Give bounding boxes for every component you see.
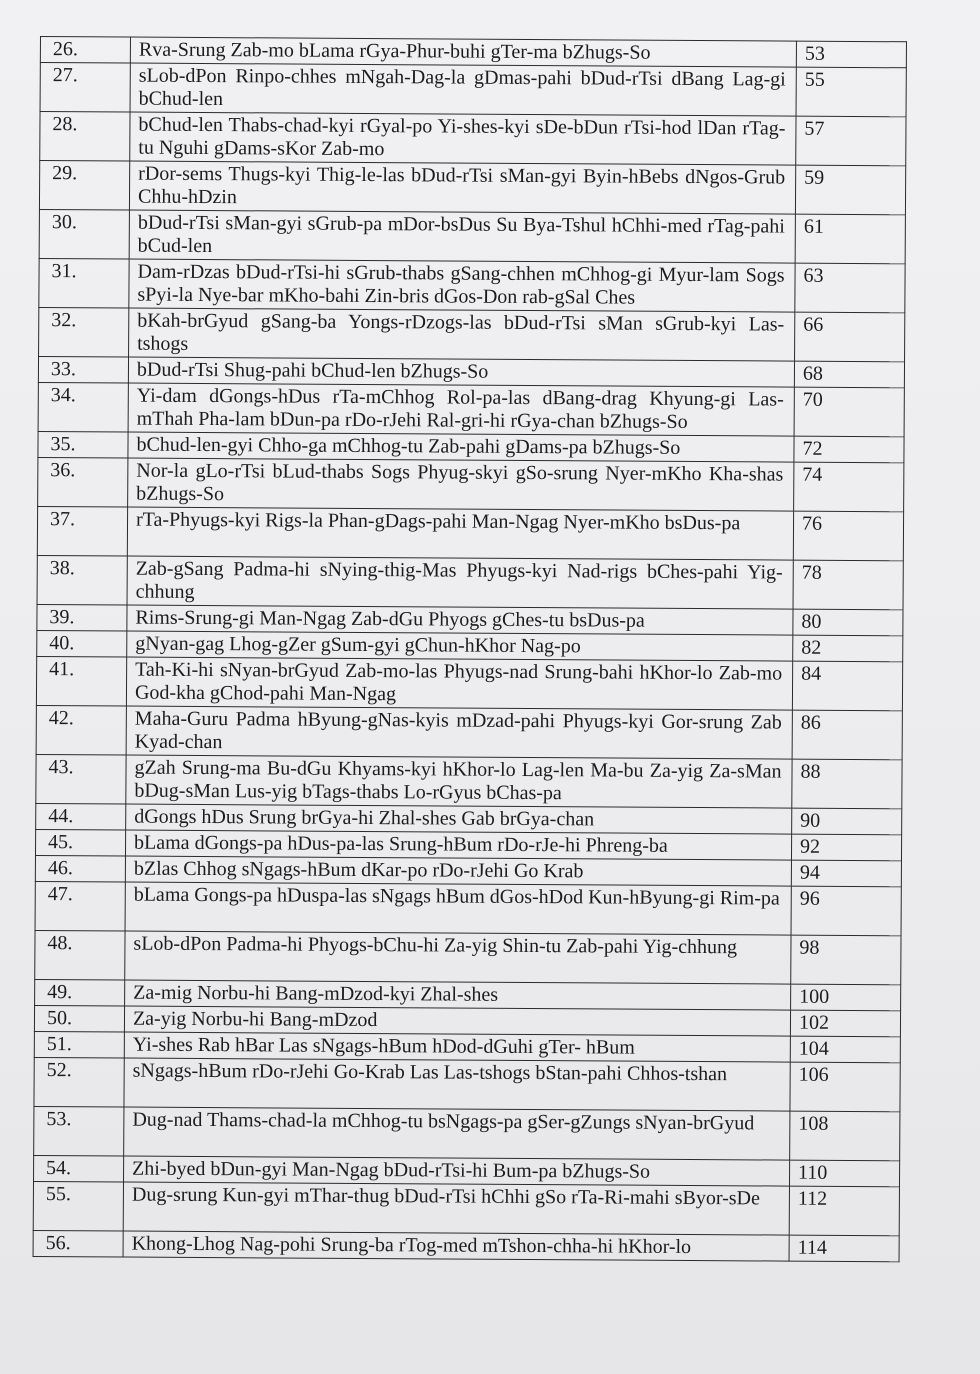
table-row <box>38 382 904 436</box>
entry-title: Nor-la gLo-rTsi bLud-thabs Sogs Phyug-skyi gSo-srung Nyer-mKho Kha-shas bZhugs-So <box>128 458 794 511</box>
entry-number: 45. <box>35 829 125 856</box>
entry-number: 41. <box>36 656 126 706</box>
entry-number: 32. <box>39 307 129 357</box>
entry-title: bZlas Chhog sNgags-hBum dKar-po rDo-rJehi Go Krab <box>125 856 791 886</box>
entry-number: 36. <box>38 457 128 507</box>
entry-page: 68 <box>794 361 904 388</box>
entry-title: sNgags-hBum rDo-rJehi Go-Krab Las Las-tshogs bStan-pahi Chhos-tshan <box>124 1058 790 1111</box>
entry-page: 98 <box>791 935 901 985</box>
table-row <box>39 161 905 215</box>
entry-title: Dug-srung Kun-gyi mThar-thug bDud-rTsi hChhi gSo rTa-Ri-mahi sByor-sDe <box>123 1182 789 1235</box>
entry-page: 102 <box>790 1010 900 1037</box>
entry-number: 26. <box>40 37 130 64</box>
entry-page: 90 <box>792 808 902 835</box>
entry-number: 44. <box>36 803 126 830</box>
entry-title: Yi-shes Rab hBar Las sNgags-hBum hDod-dGuhi gTer- hBum <box>124 1032 790 1062</box>
entry-title: gZah Srung-ma Bu-dGu Khyams-kyi hKhor-lo Lag-len Ma-bu Za-yig Za-sMan bDug-sMan Lus-yig bTags-thabs Lo-rGyus bChas-pa <box>126 755 792 808</box>
entry-page: 63 <box>795 263 905 313</box>
table-row <box>40 112 906 166</box>
entry-number: 43. <box>36 754 126 804</box>
entry-page: 61 <box>795 214 905 264</box>
entry-title: Khong-Lhog Nag-pohi Srung-ba rTog-med mTshon-chha-hi hKhor-lo <box>123 1231 789 1261</box>
entry-number: 37. <box>37 506 127 556</box>
entry-title: bKah-brGyud gSang-ba Yongs-rDzogs-las bDud-rTsi sMan sGrub-kyi Las-tshogs <box>129 308 795 361</box>
table-row <box>34 1106 900 1160</box>
table-row <box>37 555 903 609</box>
entry-page: 74 <box>794 462 904 512</box>
entry-title: bLama dGongs-pa hDus-pa-las Srung-hBum rDo-rJe-hi Phreng-ba <box>125 830 791 860</box>
entry-page: 72 <box>794 436 904 463</box>
entry-number: 49. <box>35 979 125 1006</box>
entry-title: Rva-Srung Zab-mo bLama rGya-Phur-buhi gTer-ma bZhugs-So <box>130 37 796 67</box>
entry-title: Dug-nad Thams-chad-la mChhog-tu bsNgags-pa gSer-gZungs sNyan-brGyud <box>124 1107 790 1160</box>
entry-title: Yi-dam dGongs-hDus rTa-mChhog Rol-pa-las dBang-drag Khyung-gi Las-mThah Pha-lam bDun-pa rDo-rJehi Ral-gri-hi rGya-chan bZhugs-So <box>128 383 794 436</box>
table-row <box>36 656 902 710</box>
entry-number: 50. <box>34 1005 124 1032</box>
entry-number: 40. <box>37 630 127 657</box>
entry-number: 46. <box>35 855 125 882</box>
table-row <box>33 1181 899 1235</box>
entry-page: 80 <box>793 609 903 636</box>
entry-number: 42. <box>36 705 126 755</box>
table-of-contents <box>33 36 906 1262</box>
entry-title: Tah-Ki-hi sNyan-brGyud Zab-mo-las Phyugs-nad Srung-bahi hKhor-lo Zab-mo God-kha gChod-pahi Man-Ngag <box>126 657 792 710</box>
table-row <box>33 1230 899 1261</box>
entry-page: 76 <box>793 511 903 561</box>
entry-page: 66 <box>795 312 905 362</box>
entry-page: 82 <box>793 635 903 662</box>
entry-page: 112 <box>789 1186 899 1236</box>
entry-page: 84 <box>792 661 902 711</box>
table-row <box>36 705 902 759</box>
entry-page: 78 <box>793 560 903 610</box>
table-row <box>35 881 901 935</box>
table-row <box>35 930 901 984</box>
entry-number: 55. <box>33 1181 123 1231</box>
entry-number: 35. <box>38 431 128 458</box>
entry-page: 104 <box>790 1036 900 1063</box>
entry-title: Maha-Guru Padma hByung-gNas-kyis mDzad-pahi Phyugs-kyi Gor-srung Zab Kyad-chan <box>126 706 792 759</box>
contents-table <box>33 36 907 1262</box>
entry-page: 96 <box>791 886 901 936</box>
entry-title: Zhi-byed bDun-gyi Man-Ngag bDud-rTsi-hi Bum-pa bZhugs-So <box>124 1156 790 1186</box>
entry-title: bChud-len Thabs-chad-kyi rGyal-po Yi-shes-kyi sDe-bDun rTsi-hod lDan rTag-tu Nguhi gDams-sKor Zab-mo <box>130 112 796 165</box>
entry-title: gNyan-gag Lhog-gZer gSum-gyi gChun-hKhor Nag-po <box>127 631 793 661</box>
entry-number: 51. <box>34 1031 124 1058</box>
entry-title: sLob-dPon Padma-hi Phyogs-bChu-hi Za-yig Shin-tu Zab-pahi Yig-chhung <box>125 931 791 984</box>
table-row <box>34 1057 900 1111</box>
entry-title: bDud-rTsi sMan-gyi sGrub-pa mDor-bsDus Su Bya-Tshul hChhi-med rTag-pahi bCud-len <box>129 210 795 263</box>
entry-title: bLama Gongs-pa hDuspa-las sNgags hBum dGos-hDod Kun-hByung-gi Rim-pa <box>125 882 791 935</box>
entry-title: Zab-gSang Padma-hi sNying-thig-Mas Phyugs-kyi Nad-rigs bChes-pahi Yig-chhung <box>127 556 793 609</box>
entry-page: 70 <box>794 387 904 437</box>
entry-number: 53. <box>34 1106 124 1156</box>
entry-title: Dam-rDzas bDud-rTsi-hi sGrub-thabs gSang-chhen mChhog-gi Myur-lam Sogs sPyi-la Nye-bar mKho-bahi Zin-bris dGos-Don rab-gSal Ches <box>129 259 795 312</box>
entry-number: 30. <box>39 209 129 259</box>
entry-number: 28. <box>40 112 130 162</box>
entry-title: Rims-Srung-gi Man-Ngag Zab-dGu Phyogs gChes-tu bsDus-pa <box>127 605 793 635</box>
entry-page: 110 <box>789 1160 899 1187</box>
table-row <box>38 457 904 511</box>
table-row <box>40 63 906 117</box>
entry-page: 100 <box>791 984 901 1011</box>
table-row <box>36 754 902 808</box>
entry-title: bDud-rTsi Shug-pahi bChud-len bZhugs-So <box>128 357 794 387</box>
entry-number: 29. <box>39 161 129 211</box>
entry-number: 27. <box>40 63 130 113</box>
entry-page: 57 <box>796 116 906 166</box>
table-row <box>39 258 905 312</box>
entry-title: sLob-dPon Rinpo-chhes mNgah-Dag-la gDmas-pahi bDud-rTsi dBang Lag-gi bChud-len <box>130 63 796 116</box>
entry-number: 54. <box>34 1155 124 1182</box>
entry-number: 33. <box>38 356 128 383</box>
entry-number: 47. <box>35 881 125 931</box>
entry-title: Za-mig Norbu-hi Bang-mDzod-kyi Zhal-shes <box>125 980 791 1010</box>
entry-number: 39. <box>37 604 127 631</box>
entry-title: rTa-Phyugs-kyi Rigs-la Phan-gDags-pahi Man-Ngag Nyer-mKho bsDus-pa <box>127 507 793 560</box>
entry-page: 53 <box>796 41 906 68</box>
entry-number: 52. <box>34 1057 124 1107</box>
entry-number: 38. <box>37 555 127 605</box>
entry-number: 48. <box>35 930 125 980</box>
entry-page: 94 <box>791 860 901 887</box>
entry-title: rDor-sems Thugs-kyi Thig-le-las bDud-rTsi sMan-gyi Byin-hBebs dNgos-Grub Chhu-hDzin <box>129 161 795 214</box>
entry-page: 86 <box>792 710 902 760</box>
entry-number: 34. <box>38 382 128 432</box>
table-row <box>39 307 905 361</box>
entry-page: 55 <box>796 67 906 117</box>
entry-page: 108 <box>790 1111 900 1161</box>
entry-title: Za-yig Norbu-hi Bang-mDzod <box>124 1006 790 1036</box>
entry-title: dGongs hDus Srung brGya-hi Zhal-shes Gab brGya-chan <box>126 804 792 834</box>
entry-page: 114 <box>789 1235 899 1262</box>
entry-number: 56. <box>33 1230 123 1257</box>
contents-table-body <box>33 37 906 1262</box>
table-row <box>39 209 905 263</box>
entry-page: 106 <box>790 1062 900 1112</box>
entry-page: 92 <box>791 834 901 861</box>
entry-page: 59 <box>795 165 905 215</box>
table-row <box>37 506 903 560</box>
entry-number: 31. <box>39 258 129 308</box>
entry-page: 88 <box>792 759 902 809</box>
entry-title: bChud-len-gyi Chho-ga mChhog-tu Zab-pahi gDams-pa bZhugs-So <box>128 432 794 462</box>
